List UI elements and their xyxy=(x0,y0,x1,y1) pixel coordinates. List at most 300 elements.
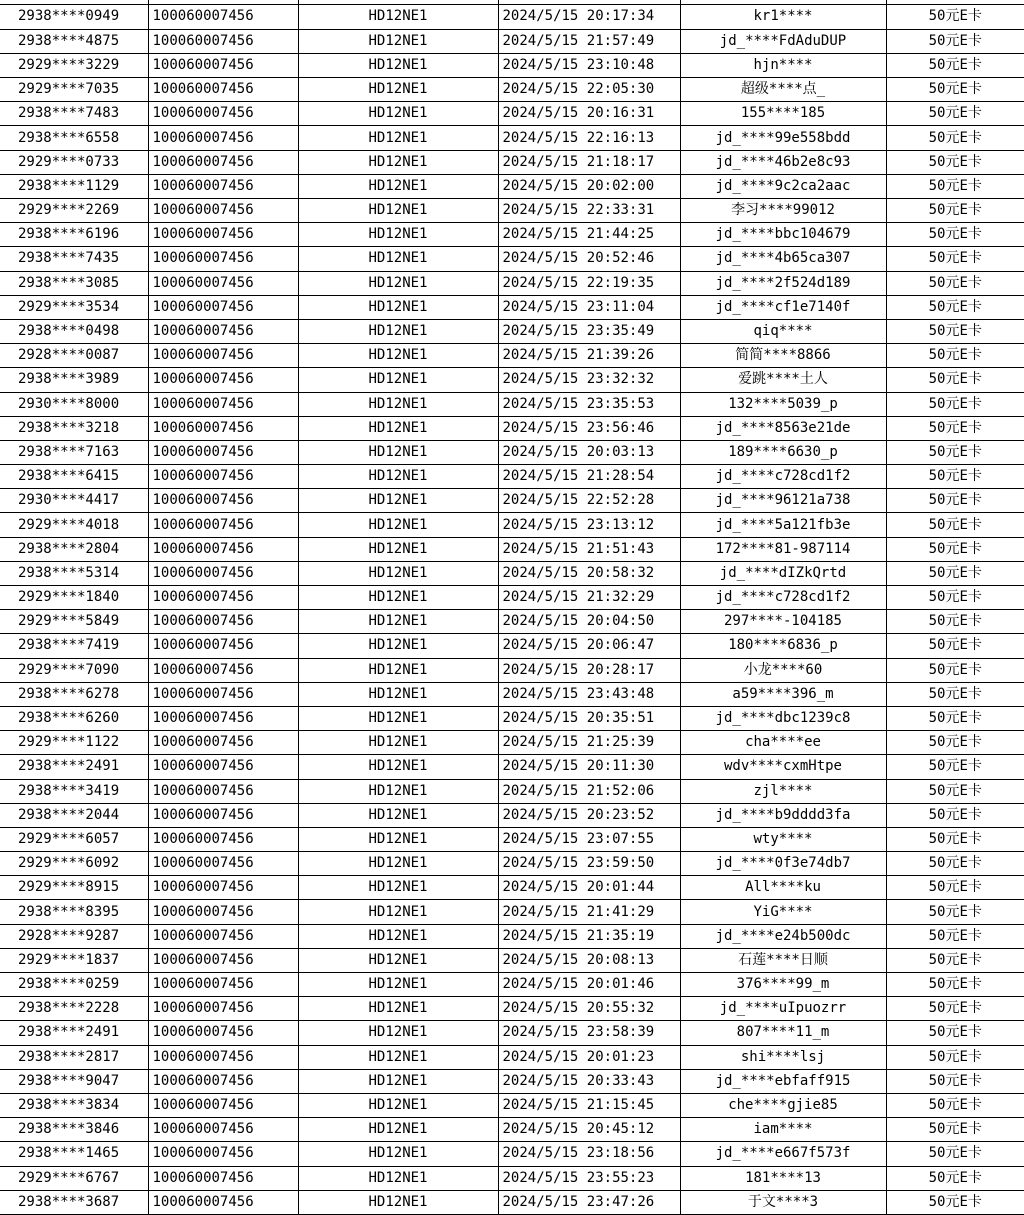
order-id-cell: 2938****3419 xyxy=(0,779,148,803)
code-cell: HD12NE1 xyxy=(298,489,498,513)
order-id-cell: 2938****9047 xyxy=(0,1069,148,1093)
user-cell: jd_****99e558bdd xyxy=(680,126,886,150)
user-cell: jd_****96121a738 xyxy=(680,489,886,513)
code-cell: HD12NE1 xyxy=(298,1021,498,1045)
datetime-cell: 2024/5/15 21:39:26 xyxy=(498,344,680,368)
datetime-cell: 2024/5/15 23:13:12 xyxy=(498,513,680,537)
code-cell: HD12NE1 xyxy=(298,247,498,271)
code-cell: HD12NE1 xyxy=(298,610,498,634)
table-row xyxy=(0,78,1024,102)
sku-cell: 100060007456 xyxy=(148,924,298,948)
sku-cell: 100060007456 xyxy=(148,948,298,972)
order-id-cell: 2938****7435 xyxy=(0,247,148,271)
table-row xyxy=(0,658,1024,682)
user-cell: che****gjie85 xyxy=(680,1093,886,1117)
table-row xyxy=(0,1021,1024,1045)
order-id-cell: 2938****1129 xyxy=(0,174,148,198)
datetime-cell: 2024/5/15 20:01:46 xyxy=(498,973,680,997)
sku-cell: 100060007456 xyxy=(148,827,298,851)
code-cell: HD12NE1 xyxy=(298,706,498,730)
datetime-cell: 2024/5/15 23:47:26 xyxy=(498,1190,680,1214)
datetime-cell: 2024/5/15 22:33:31 xyxy=(498,199,680,223)
table-body xyxy=(0,5,1024,1214)
datetime-cell: 2024/5/15 23:55:23 xyxy=(498,1166,680,1190)
table-row xyxy=(0,1069,1024,1093)
user-cell: kr1**** xyxy=(680,5,886,29)
user-cell: jd_****c728cd1f2 xyxy=(680,465,886,489)
sku-cell: 100060007456 xyxy=(148,489,298,513)
datetime-cell: 2024/5/15 23:10:48 xyxy=(498,53,680,77)
sku-cell: 100060007456 xyxy=(148,852,298,876)
code-cell: HD12NE1 xyxy=(298,150,498,174)
user-cell: jd_****c728cd1f2 xyxy=(680,586,886,610)
order-id-cell: 2938****2228 xyxy=(0,997,148,1021)
order-id-cell: 2938****8395 xyxy=(0,900,148,924)
datetime-cell: 2024/5/15 23:07:55 xyxy=(498,827,680,851)
code-cell: HD12NE1 xyxy=(298,948,498,972)
table-row xyxy=(0,102,1024,126)
code-cell: HD12NE1 xyxy=(298,1045,498,1069)
reward-cell: 50元E卡 xyxy=(886,174,1024,198)
code-cell: HD12NE1 xyxy=(298,5,498,29)
order-id-cell: 2928****9287 xyxy=(0,924,148,948)
user-cell: jd_****cf1e7140f xyxy=(680,295,886,319)
datetime-cell: 2024/5/15 20:08:13 xyxy=(498,948,680,972)
table-row xyxy=(0,53,1024,77)
order-id-cell: 2938****1465 xyxy=(0,1142,148,1166)
sku-cell: 100060007456 xyxy=(148,126,298,150)
code-cell: HD12NE1 xyxy=(298,827,498,851)
code-cell: HD12NE1 xyxy=(298,876,498,900)
table-row xyxy=(0,852,1024,876)
code-cell: HD12NE1 xyxy=(298,392,498,416)
reward-cell: 50元E卡 xyxy=(886,731,1024,755)
datetime-cell: 2024/5/15 20:06:47 xyxy=(498,634,680,658)
sku-cell: 100060007456 xyxy=(148,392,298,416)
order-id-cell: 2938****0498 xyxy=(0,319,148,343)
reward-cell: 50元E卡 xyxy=(886,948,1024,972)
code-cell: HD12NE1 xyxy=(298,1118,498,1142)
user-cell: jd_****e24b500dc xyxy=(680,924,886,948)
code-cell: HD12NE1 xyxy=(298,1190,498,1214)
order-id-cell: 2938****2817 xyxy=(0,1045,148,1069)
sku-cell: 100060007456 xyxy=(148,465,298,489)
reward-cell: 50元E卡 xyxy=(886,489,1024,513)
sku-cell: 100060007456 xyxy=(148,1069,298,1093)
user-cell: 超级****点_ xyxy=(680,78,886,102)
datetime-cell: 2024/5/15 21:44:25 xyxy=(498,223,680,247)
table-row xyxy=(0,223,1024,247)
datetime-cell: 2024/5/15 20:58:32 xyxy=(498,561,680,585)
reward-cell: 50元E卡 xyxy=(886,513,1024,537)
code-cell: HD12NE1 xyxy=(298,1069,498,1093)
sku-cell: 100060007456 xyxy=(148,174,298,198)
user-cell: cha****ee xyxy=(680,731,886,755)
order-id-cell: 2929****7035 xyxy=(0,78,148,102)
order-id-cell: 2929****1837 xyxy=(0,948,148,972)
datetime-cell: 2024/5/15 20:11:30 xyxy=(498,755,680,779)
code-cell: HD12NE1 xyxy=(298,997,498,1021)
table-row xyxy=(0,561,1024,585)
code-cell: HD12NE1 xyxy=(298,199,498,223)
table-row xyxy=(0,537,1024,561)
code-cell: HD12NE1 xyxy=(298,344,498,368)
code-cell: HD12NE1 xyxy=(298,634,498,658)
table-row xyxy=(0,368,1024,392)
sku-cell: 100060007456 xyxy=(148,271,298,295)
order-id-cell: 2938****3989 xyxy=(0,368,148,392)
order-id-cell: 2929****5849 xyxy=(0,610,148,634)
table-row xyxy=(0,731,1024,755)
table-row xyxy=(0,199,1024,223)
reward-cell: 50元E卡 xyxy=(886,344,1024,368)
reward-cell: 50元E卡 xyxy=(886,440,1024,464)
user-cell: jd_****dbc1239c8 xyxy=(680,706,886,730)
reward-cell: 50元E卡 xyxy=(886,102,1024,126)
order-id-cell: 2929****7090 xyxy=(0,658,148,682)
table-row xyxy=(0,392,1024,416)
table-row xyxy=(0,779,1024,803)
user-cell: 180****6836_p xyxy=(680,634,886,658)
datetime-cell: 2024/5/15 21:57:49 xyxy=(498,29,680,53)
datetime-cell: 2024/5/15 23:11:04 xyxy=(498,295,680,319)
sku-cell: 100060007456 xyxy=(148,53,298,77)
order-id-cell: 2930****4417 xyxy=(0,489,148,513)
user-cell: 807****11_m xyxy=(680,1021,886,1045)
datetime-cell: 2024/5/15 23:32:32 xyxy=(498,368,680,392)
sku-cell: 100060007456 xyxy=(148,29,298,53)
reward-cell: 50元E卡 xyxy=(886,1021,1024,1045)
sku-cell: 100060007456 xyxy=(148,658,298,682)
reward-cell: 50元E卡 xyxy=(886,1069,1024,1093)
table-row xyxy=(0,924,1024,948)
table-row xyxy=(0,126,1024,150)
code-cell: HD12NE1 xyxy=(298,102,498,126)
sku-cell: 100060007456 xyxy=(148,223,298,247)
order-id-cell: 2929****2269 xyxy=(0,199,148,223)
sku-cell: 100060007456 xyxy=(148,973,298,997)
table-row xyxy=(0,876,1024,900)
table-row xyxy=(0,319,1024,343)
table-row xyxy=(0,973,1024,997)
sku-cell: 100060007456 xyxy=(148,755,298,779)
datetime-cell: 2024/5/15 21:52:06 xyxy=(498,779,680,803)
code-cell: HD12NE1 xyxy=(298,319,498,343)
user-cell: All****ku xyxy=(680,876,886,900)
datetime-cell: 2024/5/15 21:51:43 xyxy=(498,537,680,561)
user-cell: 155****185 xyxy=(680,102,886,126)
user-cell: a59****396_m xyxy=(680,682,886,706)
reward-cell: 50元E卡 xyxy=(886,706,1024,730)
reward-cell: 50元E卡 xyxy=(886,634,1024,658)
datetime-cell: 2024/5/15 22:52:28 xyxy=(498,489,680,513)
user-cell: jd_****9c2ca2aac xyxy=(680,174,886,198)
code-cell: HD12NE1 xyxy=(298,561,498,585)
table-row xyxy=(0,1190,1024,1214)
sku-cell: 100060007456 xyxy=(148,1166,298,1190)
datetime-cell: 2024/5/15 22:16:13 xyxy=(498,126,680,150)
order-id-cell: 2929****3534 xyxy=(0,295,148,319)
table-row xyxy=(0,416,1024,440)
table-row xyxy=(0,827,1024,851)
table-row xyxy=(0,586,1024,610)
reward-cell: 50元E卡 xyxy=(886,368,1024,392)
user-cell: jd_****dIZkQrtd xyxy=(680,561,886,585)
user-cell: iam**** xyxy=(680,1118,886,1142)
table-row xyxy=(0,344,1024,368)
datetime-cell: 2024/5/15 21:28:54 xyxy=(498,465,680,489)
user-cell: jd_****FdAduDUP xyxy=(680,29,886,53)
user-cell: 172****81-987114 xyxy=(680,537,886,561)
order-id-cell: 2929****1122 xyxy=(0,731,148,755)
sku-cell: 100060007456 xyxy=(148,997,298,1021)
reward-cell: 50元E卡 xyxy=(886,223,1024,247)
order-id-cell: 2938****2044 xyxy=(0,803,148,827)
code-cell: HD12NE1 xyxy=(298,852,498,876)
code-cell: HD12NE1 xyxy=(298,803,498,827)
order-id-cell: 2929****6092 xyxy=(0,852,148,876)
datetime-cell: 2024/5/15 23:43:48 xyxy=(498,682,680,706)
order-id-cell: 2938****6415 xyxy=(0,465,148,489)
code-cell: HD12NE1 xyxy=(298,973,498,997)
sku-cell: 100060007456 xyxy=(148,682,298,706)
table-row xyxy=(0,1118,1024,1142)
reward-cell: 50元E卡 xyxy=(886,416,1024,440)
user-cell: 132****5039_p xyxy=(680,392,886,416)
code-cell: HD12NE1 xyxy=(298,731,498,755)
datetime-cell: 2024/5/15 23:58:39 xyxy=(498,1021,680,1045)
code-cell: HD12NE1 xyxy=(298,1166,498,1190)
user-cell: 189****6630_p xyxy=(680,440,886,464)
code-cell: HD12NE1 xyxy=(298,29,498,53)
reward-cell: 50元E卡 xyxy=(886,803,1024,827)
reward-cell: 50元E卡 xyxy=(886,126,1024,150)
order-id-cell: 2938****5314 xyxy=(0,561,148,585)
spreadsheet xyxy=(0,5,1024,1215)
order-id-cell: 2938****3834 xyxy=(0,1093,148,1117)
sku-cell: 100060007456 xyxy=(148,1093,298,1117)
datetime-cell: 2024/5/15 21:15:45 xyxy=(498,1093,680,1117)
table-row xyxy=(0,174,1024,198)
sku-cell: 100060007456 xyxy=(148,1118,298,1142)
code-cell: HD12NE1 xyxy=(298,779,498,803)
user-cell: 李习****99012 xyxy=(680,199,886,223)
order-id-cell: 2938****7163 xyxy=(0,440,148,464)
sku-cell: 100060007456 xyxy=(148,319,298,343)
order-table xyxy=(0,5,1024,1215)
code-cell: HD12NE1 xyxy=(298,924,498,948)
code-cell: HD12NE1 xyxy=(298,513,498,537)
reward-cell: 50元E卡 xyxy=(886,271,1024,295)
datetime-cell: 2024/5/15 21:32:29 xyxy=(498,586,680,610)
reward-cell: 50元E卡 xyxy=(886,78,1024,102)
reward-cell: 50元E卡 xyxy=(886,29,1024,53)
user-cell: jd_****5a121fb3e xyxy=(680,513,886,537)
datetime-cell: 2024/5/15 20:16:31 xyxy=(498,102,680,126)
reward-cell: 50元E卡 xyxy=(886,610,1024,634)
reward-cell: 50元E卡 xyxy=(886,465,1024,489)
sku-cell: 100060007456 xyxy=(148,344,298,368)
code-cell: HD12NE1 xyxy=(298,537,498,561)
datetime-cell: 2024/5/15 23:56:46 xyxy=(498,416,680,440)
table-row xyxy=(0,271,1024,295)
user-cell: zjl**** xyxy=(680,779,886,803)
datetime-cell: 2024/5/15 21:18:17 xyxy=(498,150,680,174)
sku-cell: 100060007456 xyxy=(148,1045,298,1069)
order-id-cell: 2928****0087 xyxy=(0,344,148,368)
reward-cell: 50元E卡 xyxy=(886,755,1024,779)
reward-cell: 50元E卡 xyxy=(886,658,1024,682)
reward-cell: 50元E卡 xyxy=(886,5,1024,29)
user-cell: qiq**** xyxy=(680,319,886,343)
reward-cell: 50元E卡 xyxy=(886,997,1024,1021)
code-cell: HD12NE1 xyxy=(298,223,498,247)
datetime-cell: 2024/5/15 20:01:23 xyxy=(498,1045,680,1069)
sku-cell: 100060007456 xyxy=(148,78,298,102)
sku-cell: 100060007456 xyxy=(148,706,298,730)
order-id-cell: 2938****2491 xyxy=(0,755,148,779)
datetime-cell: 2024/5/15 20:23:52 xyxy=(498,803,680,827)
sku-cell: 100060007456 xyxy=(148,150,298,174)
datetime-cell: 2024/5/15 23:35:53 xyxy=(498,392,680,416)
code-cell: HD12NE1 xyxy=(298,440,498,464)
order-id-cell: 2938****6260 xyxy=(0,706,148,730)
order-id-cell: 2938****3846 xyxy=(0,1118,148,1142)
sku-cell: 100060007456 xyxy=(148,731,298,755)
user-cell: jd_****e667f573f xyxy=(680,1142,886,1166)
reward-cell: 50元E卡 xyxy=(886,973,1024,997)
sku-cell: 100060007456 xyxy=(148,416,298,440)
table-row xyxy=(0,29,1024,53)
order-id-cell: 2929****1840 xyxy=(0,586,148,610)
sku-cell: 100060007456 xyxy=(148,513,298,537)
user-cell: wty**** xyxy=(680,827,886,851)
order-id-cell: 2938****0259 xyxy=(0,973,148,997)
reward-cell: 50元E卡 xyxy=(886,827,1024,851)
code-cell: HD12NE1 xyxy=(298,174,498,198)
user-cell: 于文****3 xyxy=(680,1190,886,1214)
sku-cell: 100060007456 xyxy=(148,247,298,271)
user-cell: jd_****uIpuozrr xyxy=(680,997,886,1021)
datetime-cell: 2024/5/15 23:59:50 xyxy=(498,852,680,876)
reward-cell: 50元E卡 xyxy=(886,1093,1024,1117)
code-cell: HD12NE1 xyxy=(298,586,498,610)
datetime-cell: 2024/5/15 23:35:49 xyxy=(498,319,680,343)
code-cell: HD12NE1 xyxy=(298,126,498,150)
table-row xyxy=(0,706,1024,730)
datetime-cell: 2024/5/15 20:28:17 xyxy=(498,658,680,682)
user-cell: jd_****2f524d189 xyxy=(680,271,886,295)
order-id-cell: 2930****8000 xyxy=(0,392,148,416)
user-cell: jd_****8563e21de xyxy=(680,416,886,440)
sku-cell: 100060007456 xyxy=(148,586,298,610)
datetime-cell: 2024/5/15 22:19:35 xyxy=(498,271,680,295)
order-id-cell: 2938****7483 xyxy=(0,102,148,126)
code-cell: HD12NE1 xyxy=(298,416,498,440)
code-cell: HD12NE1 xyxy=(298,900,498,924)
reward-cell: 50元E卡 xyxy=(886,537,1024,561)
sku-cell: 100060007456 xyxy=(148,5,298,29)
datetime-cell: 2024/5/15 20:33:43 xyxy=(498,1069,680,1093)
user-cell: hjn**** xyxy=(680,53,886,77)
code-cell: HD12NE1 xyxy=(298,465,498,489)
reward-cell: 50元E卡 xyxy=(886,900,1024,924)
table-row xyxy=(0,465,1024,489)
sku-cell: 100060007456 xyxy=(148,440,298,464)
code-cell: HD12NE1 xyxy=(298,78,498,102)
code-cell: HD12NE1 xyxy=(298,755,498,779)
order-id-cell: 2929****4018 xyxy=(0,513,148,537)
datetime-cell: 2024/5/15 20:55:32 xyxy=(498,997,680,1021)
user-cell: 376****99_m xyxy=(680,973,886,997)
sku-cell: 100060007456 xyxy=(148,803,298,827)
user-cell: jd_****bbc104679 xyxy=(680,223,886,247)
table-row xyxy=(0,1045,1024,1069)
code-cell: HD12NE1 xyxy=(298,1142,498,1166)
sku-cell: 100060007456 xyxy=(148,1190,298,1214)
order-id-cell: 2938****2804 xyxy=(0,537,148,561)
order-id-cell: 2938****0949 xyxy=(0,5,148,29)
reward-cell: 50元E卡 xyxy=(886,586,1024,610)
code-cell: HD12NE1 xyxy=(298,658,498,682)
order-id-cell: 2938****2491 xyxy=(0,1021,148,1045)
table-row xyxy=(0,803,1024,827)
order-id-cell: 2938****3085 xyxy=(0,271,148,295)
order-id-cell: 2938****6196 xyxy=(0,223,148,247)
reward-cell: 50元E卡 xyxy=(886,199,1024,223)
user-cell: jd_****0f3e74db7 xyxy=(680,852,886,876)
code-cell: HD12NE1 xyxy=(298,271,498,295)
reward-cell: 50元E卡 xyxy=(886,295,1024,319)
datetime-cell: 2024/5/15 20:17:34 xyxy=(498,5,680,29)
table-row xyxy=(0,997,1024,1021)
user-cell: 297****-104185 xyxy=(680,610,886,634)
reward-cell: 50元E卡 xyxy=(886,876,1024,900)
sku-cell: 100060007456 xyxy=(148,900,298,924)
reward-cell: 50元E卡 xyxy=(886,1190,1024,1214)
reward-cell: 50元E卡 xyxy=(886,561,1024,585)
datetime-cell: 2024/5/15 21:35:19 xyxy=(498,924,680,948)
table-row xyxy=(0,440,1024,464)
reward-cell: 50元E卡 xyxy=(886,1118,1024,1142)
table-row xyxy=(0,682,1024,706)
order-id-cell: 2938****6558 xyxy=(0,126,148,150)
datetime-cell: 2024/5/15 20:03:13 xyxy=(498,440,680,464)
reward-cell: 50元E卡 xyxy=(886,682,1024,706)
sku-cell: 100060007456 xyxy=(148,102,298,126)
reward-cell: 50元E卡 xyxy=(886,779,1024,803)
sku-cell: 100060007456 xyxy=(148,634,298,658)
table-row xyxy=(0,247,1024,271)
code-cell: HD12NE1 xyxy=(298,368,498,392)
datetime-cell: 2024/5/15 20:52:46 xyxy=(498,247,680,271)
user-cell: 小龙****60 xyxy=(680,658,886,682)
reward-cell: 50元E卡 xyxy=(886,392,1024,416)
datetime-cell: 2024/5/15 23:18:56 xyxy=(498,1142,680,1166)
order-id-cell: 2929****6767 xyxy=(0,1166,148,1190)
code-cell: HD12NE1 xyxy=(298,682,498,706)
order-id-cell: 2938****7419 xyxy=(0,634,148,658)
user-cell: 181****13 xyxy=(680,1166,886,1190)
reward-cell: 50元E卡 xyxy=(886,852,1024,876)
table-row xyxy=(0,295,1024,319)
user-cell: wdv****cxmHtpe xyxy=(680,755,886,779)
reward-cell: 50元E卡 xyxy=(886,1142,1024,1166)
order-id-cell: 2929****8915 xyxy=(0,876,148,900)
order-id-cell: 2929****0733 xyxy=(0,150,148,174)
reward-cell: 50元E卡 xyxy=(886,319,1024,343)
sku-cell: 100060007456 xyxy=(148,561,298,585)
